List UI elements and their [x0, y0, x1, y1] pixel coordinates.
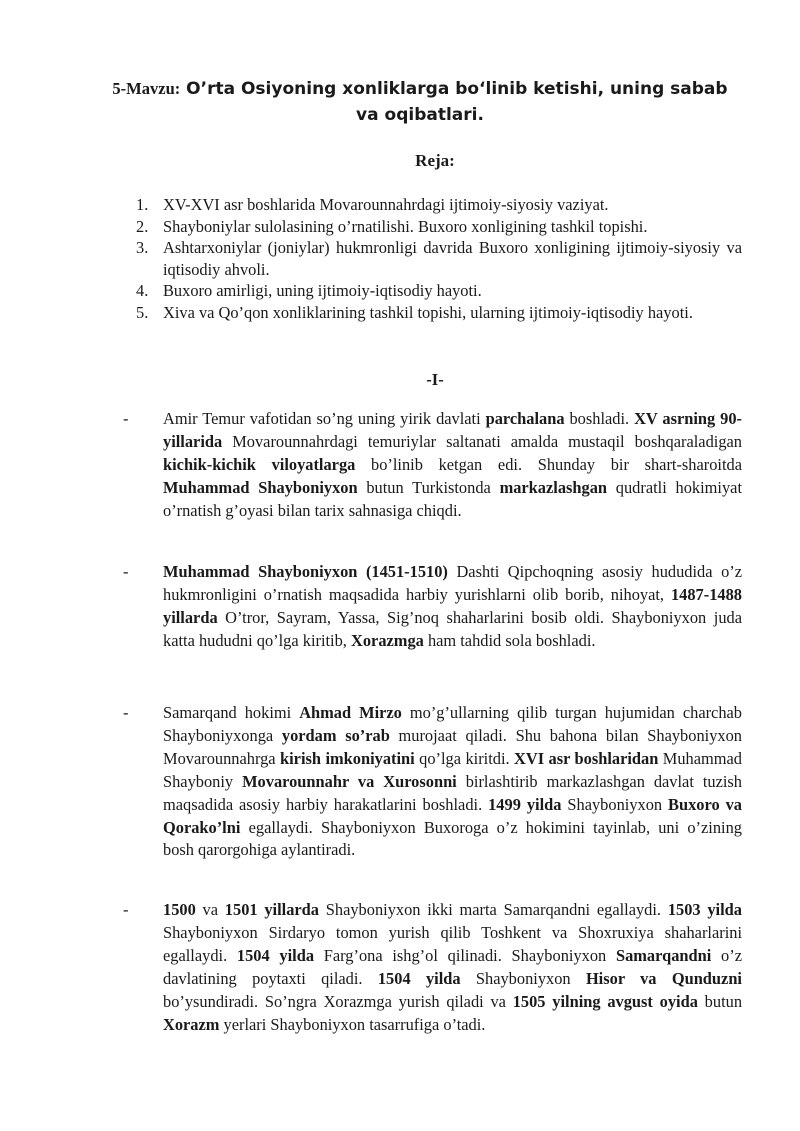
- emphasis-text: 1501 yillarda: [224, 900, 319, 919]
- emphasis-text: parchalana: [485, 409, 565, 428]
- emphasis-text: 1503 yilda: [667, 900, 742, 919]
- plan-item-number: 5.: [136, 302, 149, 322]
- emphasis-text: yordam so’rab: [281, 725, 390, 745]
- emphasis-text: 1499 yilda: [488, 794, 562, 814]
- title-text-line2: va oqibatlari.: [356, 105, 484, 125]
- bullet-dash: -: [123, 900, 129, 919]
- emphasis-text: XVI asr boshlaridan: [514, 748, 659, 768]
- emphasis-text: 1504 yilda: [236, 945, 315, 965]
- plan-list: [136, 194, 742, 324]
- emphasis-text: Ahmad Mirzo: [299, 703, 402, 722]
- body-text: o’z davlatining poytaxti qiladi.: [163, 945, 742, 988]
- plan-item-text: Shayboniylar sulolasining o’rnatilishi. Buxoro xonligining tashkil topishi.: [163, 216, 648, 236]
- emphasis-text: Buxoro va Qorako’lni: [163, 794, 742, 837]
- body-text: Samarqand hokimi: [163, 703, 300, 722]
- plan-item: [136, 194, 742, 216]
- emphasis-text: kichik-kichik viloyatlarga: [163, 454, 356, 474]
- body-text: Shayboniyxon: [561, 794, 669, 814]
- body-text: egallaydi. Shayboniyxon Buxoroga o’z hokimini tayinlab, uni o’zining bosh qarorgohiga aylantiradi.: [163, 817, 742, 860]
- plan-item-text: XV-XVI asr boshlarida Movarounnahrdagi ijtimoiy-siyosiy vaziyat.: [163, 195, 609, 214]
- body-text: Muhammad Shayboniy: [163, 748, 742, 791]
- body-text: bo’ysundiradi. So’ngra Xorazmga yurish qiladi va: [163, 991, 513, 1011]
- plan-item-number: 2.: [136, 216, 149, 236]
- body-text: ham tahdid sola boshladi.: [423, 630, 596, 650]
- body-text: O’tror, Sayram, Yassa, Sig’noq shaharlarini bosib oldi. Shayboniyxon juda katta hududni qo’lga kiritib,: [163, 607, 742, 650]
- plan-item-number: 4.: [136, 281, 149, 301]
- body-text: Dashti Qipchoqning asosiy hududida o’z hukmronligini o’rnatish maqsadida harbiy yurishlarni olib borib, nihoyat,: [163, 562, 742, 604]
- title-prefix: 5-Mavzu:: [112, 79, 181, 98]
- emphasis-text: Xorazm: [163, 1014, 220, 1034]
- paragraph: [123, 899, 743, 1036]
- body-text: qo’lga kiritdi.: [414, 748, 515, 768]
- plan-item-number: 3.: [136, 238, 149, 258]
- body-text: Shayboniyxon Sirdaryo tomon yurish qilib Toshkent va Shoxruxiya shaharlarini egallaydi.: [163, 922, 742, 965]
- body-text: qudratli hokimiyat o’rnatish g’oyasi bilan tarix sahnasiga chiqdi.: [163, 477, 743, 520]
- paragraph: [123, 702, 742, 862]
- plan-item: [136, 216, 742, 238]
- body-text: Amir Temur vafotidan so’ng uning yirik davlati: [163, 409, 486, 428]
- body-text: bo’linib ketgan edi. Shunday bir shart-sharoitda: [355, 454, 742, 474]
- body-text: Shayboniyxon: [460, 968, 586, 988]
- emphasis-text: Hisor va Qunduzni: [585, 968, 742, 988]
- emphasis-text: Xorazmga: [351, 630, 424, 650]
- paragraph: [123, 408, 743, 523]
- emphasis-text: Muhammad Shayboniyxon: [163, 477, 358, 497]
- emphasis-text: 1500: [163, 900, 196, 919]
- plan-item-text: Buxoro amirligi, uning ijtimoiy-iqtisodiy hayoti.: [163, 281, 482, 301]
- plan-item: [136, 302, 742, 324]
- emphasis-text: Movarounnahr va Xurosonni: [242, 771, 457, 791]
- emphasis-text: Samarqandni: [615, 945, 712, 965]
- emphasis-text: XV asrning 90-yillarida: [163, 409, 742, 451]
- bullet-dash: -: [123, 409, 129, 428]
- plan-item: [136, 237, 742, 280]
- body-text: Farg’ona ishg’ol qilinadi. Shayboniyxon: [314, 945, 616, 965]
- emphasis-text: markazlashgan: [499, 477, 608, 497]
- plan-item-text: Xiva va Qo’qon xonliklarining tashkil topishi, ularning ijtimoiy-iqtisodiy hayoti.: [163, 302, 693, 322]
- body-text: birlashtirib markazlashgan davlat tuzish maqsadida asosiy harbiy harakatlarini boshladi.: [163, 771, 742, 814]
- body-text: murojaat qiladi. Shu bahona bilan Shayboniyxon Movarounnahrga: [163, 725, 742, 768]
- emphasis-text: 1487-1488 yillarda: [163, 584, 742, 627]
- paragraph: [123, 561, 742, 653]
- body-text: butun Turkistonda: [357, 477, 500, 497]
- emphasis-text: Muhammad Shayboniyxon (1451-1510): [163, 562, 448, 581]
- plan-item-number: 1.: [136, 195, 149, 214]
- section-marker: -I-: [426, 370, 444, 389]
- body-text: mo’g’ullarning qilib turgan hujumidan charchab Shayboniyxonga: [163, 703, 742, 745]
- bullet-dash: -: [123, 562, 129, 581]
- body-text: boshladi.: [564, 409, 635, 428]
- plan-heading: Reja:: [415, 151, 455, 170]
- emphasis-text: kirish imkoniyatini: [280, 748, 415, 768]
- body-text: yerlari Shayboniyxon tasarrufiga o’tadi.: [219, 1014, 486, 1034]
- body-text: Shayboniyxon ikki marta Samarqandni egallaydi.: [319, 900, 668, 919]
- body-text: butun: [697, 991, 743, 1011]
- page-title: [100, 76, 740, 128]
- body-text: Movarounnahrdagi temuriylar saltanati amalda mustaqil boshqaraladigan: [222, 431, 742, 451]
- plan-item-text: Ashtarxoniylar (joniylar) hukmronligi davrida Buxoro xonligining ijtimoiy-siyosiy va iqtisodiy ahvoli.: [163, 238, 742, 279]
- body-text: va: [195, 900, 225, 919]
- emphasis-text: 1504 yilda: [377, 968, 461, 988]
- plan-item: [136, 280, 742, 302]
- emphasis-text: 1505 yilning avgust oyida: [512, 991, 698, 1011]
- bullet-dash: -: [123, 703, 129, 722]
- title-text-line1: O’rta Osiyoning xonliklarga bo‘linib ketishi, uning sabab: [180, 79, 728, 99]
